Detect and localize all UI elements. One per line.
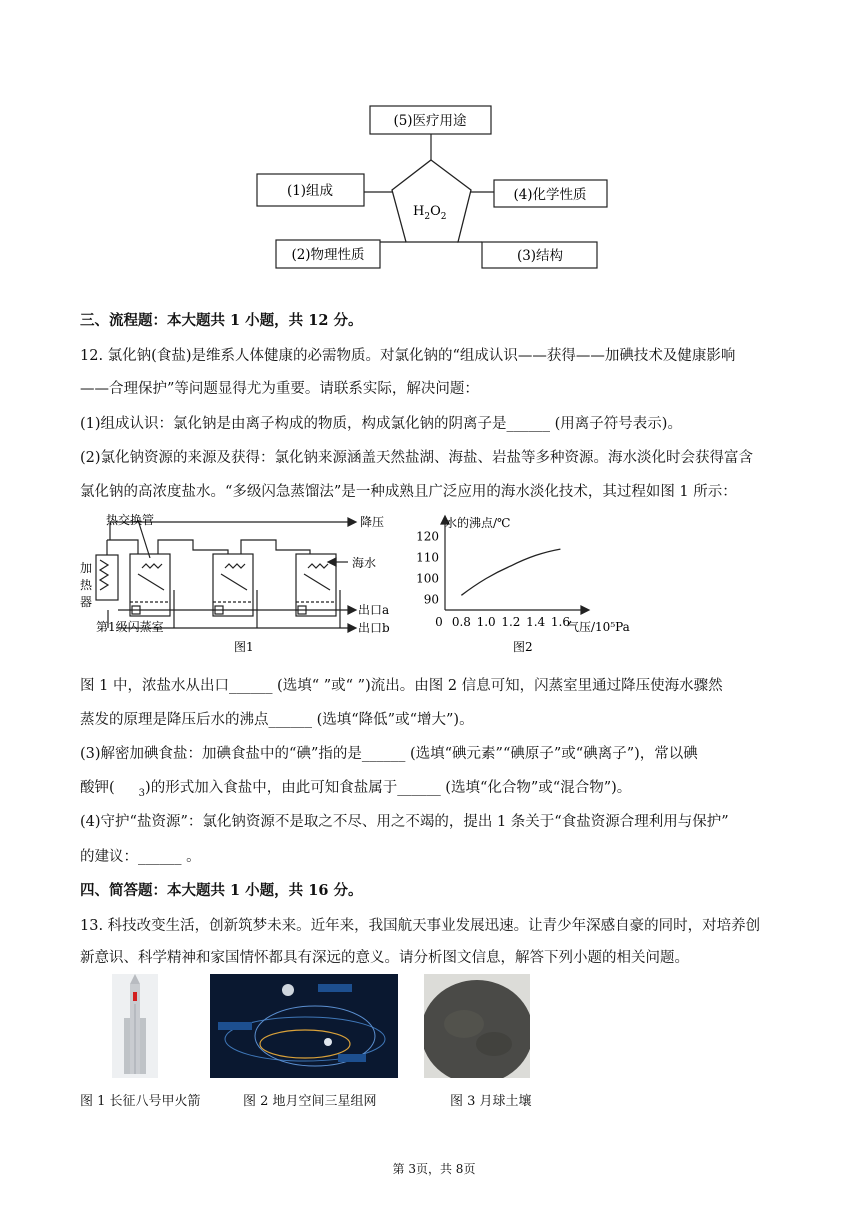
h2o2-formula-sub2: 2: [440, 212, 447, 222]
box-structure: (3)结构: [516, 248, 564, 264]
figure2-boiling-point-chart: [405, 510, 655, 660]
fig2-x-tick-label: 1.6: [550, 615, 570, 629]
fig1-label-heater-3: 器: [80, 595, 93, 609]
fig2-series-line: [461, 549, 560, 595]
fig2-y-tick-label: 100: [416, 571, 439, 586]
rocket-photo: [112, 974, 158, 1078]
q12-line2: ——合理保护”等问题显得尤为重要。请联系实际，解决问题：: [80, 381, 479, 397]
box-chemical-property: (4)化学性质: [513, 187, 587, 203]
box-composition: (1)组成: [286, 183, 334, 199]
h2o2-formula-sub1: 2: [424, 212, 431, 222]
section4-title: 四、简答题：本大题共 1 小题，共 16 分。: [80, 882, 363, 899]
fig1-label-chamber: 第1级闪蒸室: [96, 620, 164, 634]
q12-line3: (1)组成认识：氯化钠是由离子构成的物质，构成氯化钠的阴离子是______ (用离子符号表示)。: [80, 416, 682, 432]
q13-caption-orbit: 图 2 地月空间三星组网: [243, 1094, 377, 1109]
fig1-caption: 图1: [234, 640, 254, 654]
fig1-label-heater-2: 热: [80, 578, 93, 592]
fig2-caption: 图2: [513, 640, 533, 654]
q12-line5: 氯化钠的高浓度盐水。“多级闪急蒸馏法”是一种成熟且广泛应用的海水淡化技术，其过程如图 1 所示：: [80, 484, 737, 500]
fig2-x-tick-label: 1.4: [526, 615, 546, 629]
fig2-x-tick-label: 0.8: [451, 615, 471, 629]
fig2-x-tick-label: 1.2: [501, 615, 521, 629]
h2o2-formula-h: H: [413, 204, 425, 219]
q12-line9-start: 酸钾(: [80, 780, 115, 796]
fig1-label-heater-1: 加: [80, 561, 93, 575]
q13-line1: 13. 科技改变生活，创新筑梦未来。近年来，我国航天事业发展迅速。让青少年深感自豪的同时，对培养创: [80, 918, 761, 934]
fig2-x-tick-label: 0: [435, 615, 443, 629]
q12-line9-end: )的形式加入食盐中，由此可知食盐属于______ (选填“化合物”或“混合物”)。: [145, 780, 632, 796]
figure1-flash-distillation: [78, 510, 398, 660]
fig2-x-tick-label: 1.0: [476, 615, 496, 629]
fig2-xlabel: 气压/10⁵Pa: [567, 620, 630, 634]
fig1-label-pressure: 降压: [360, 515, 385, 529]
q13-caption-rocket: 图 1 长征八号甲火箭: [80, 1094, 201, 1109]
fig2-y-tick-label: 110: [416, 550, 439, 565]
h2o2-concept-diagram: [250, 100, 620, 275]
fig2-y-tick-label: 90: [423, 592, 439, 607]
fig1-label-outlet-b: 出口b: [358, 621, 390, 635]
fig1-label-outlet-a: 出口a: [358, 603, 390, 617]
h2o2-pentagon: [392, 160, 471, 242]
q12-line9: [80, 776, 631, 799]
q12-line7: 蒸发的原理是降压后水的沸点______ (选填“降低”或“增大”)。: [80, 712, 474, 728]
q12-line9-subscript: 3: [138, 787, 146, 799]
fig2-y-tick-label: 120: [416, 529, 439, 544]
fig1-label-exchanger: 热交换管: [106, 513, 155, 527]
q13-caption-soil: 图 3 月球土壤: [450, 1094, 532, 1109]
q12-line6: 图 1 中，浓盐水从出口______ (选填“ ”或“ ”)流出。由图 2 信息可知，闪蒸室里通过降压使海水骤然: [80, 678, 723, 694]
box-physical-property: (2)物理性质: [291, 247, 365, 263]
q12-line11: 的建议：______ 。: [80, 849, 201, 865]
box-medical-use: (5)医疗用途: [393, 113, 467, 129]
lunar-soil-photo: [424, 974, 530, 1078]
page-footer: 第 3页，共 8页: [392, 1162, 476, 1176]
section3-title: 三、流程题：本大题共 1 小题，共 12 分。: [80, 312, 363, 329]
fig1-label-seawater: 海水: [352, 556, 377, 570]
h2o2-formula-o: O: [430, 204, 441, 219]
earth-moon-orbit-image: [210, 974, 398, 1078]
q12-line1: 12. 氯化钠(食盐)是维系人体健康的必需物质。对氯化钠的“组成认识——获得——加碘技术及健康影响: [80, 348, 736, 364]
q12-line4: (2)氯化钠资源的来源及获得：氯化钠来源涵盖天然盐湖、海盐、岩盐等多种资源。海水淡化时会获得富含: [80, 450, 754, 466]
q12-line10: (4)守护“盐资源”：氯化钠资源不是取之不尽、用之不竭的，提出 1 条关于“食盐资源合理利用与保护”: [80, 814, 729, 830]
q13-line2: 新意识、科学精神和家国情怀都具有深远的意义。请分析图文信息，解答下列小题的相关问题。: [80, 950, 689, 966]
fig2-ylabel: 水的沸点/℃: [445, 516, 511, 530]
q12-line8: (3)解密加碘食盐：加碘食盐中的“碘”指的是______ (选填“碘元素”“碘原子”或“碘离子”)，常以碘: [80, 746, 698, 762]
